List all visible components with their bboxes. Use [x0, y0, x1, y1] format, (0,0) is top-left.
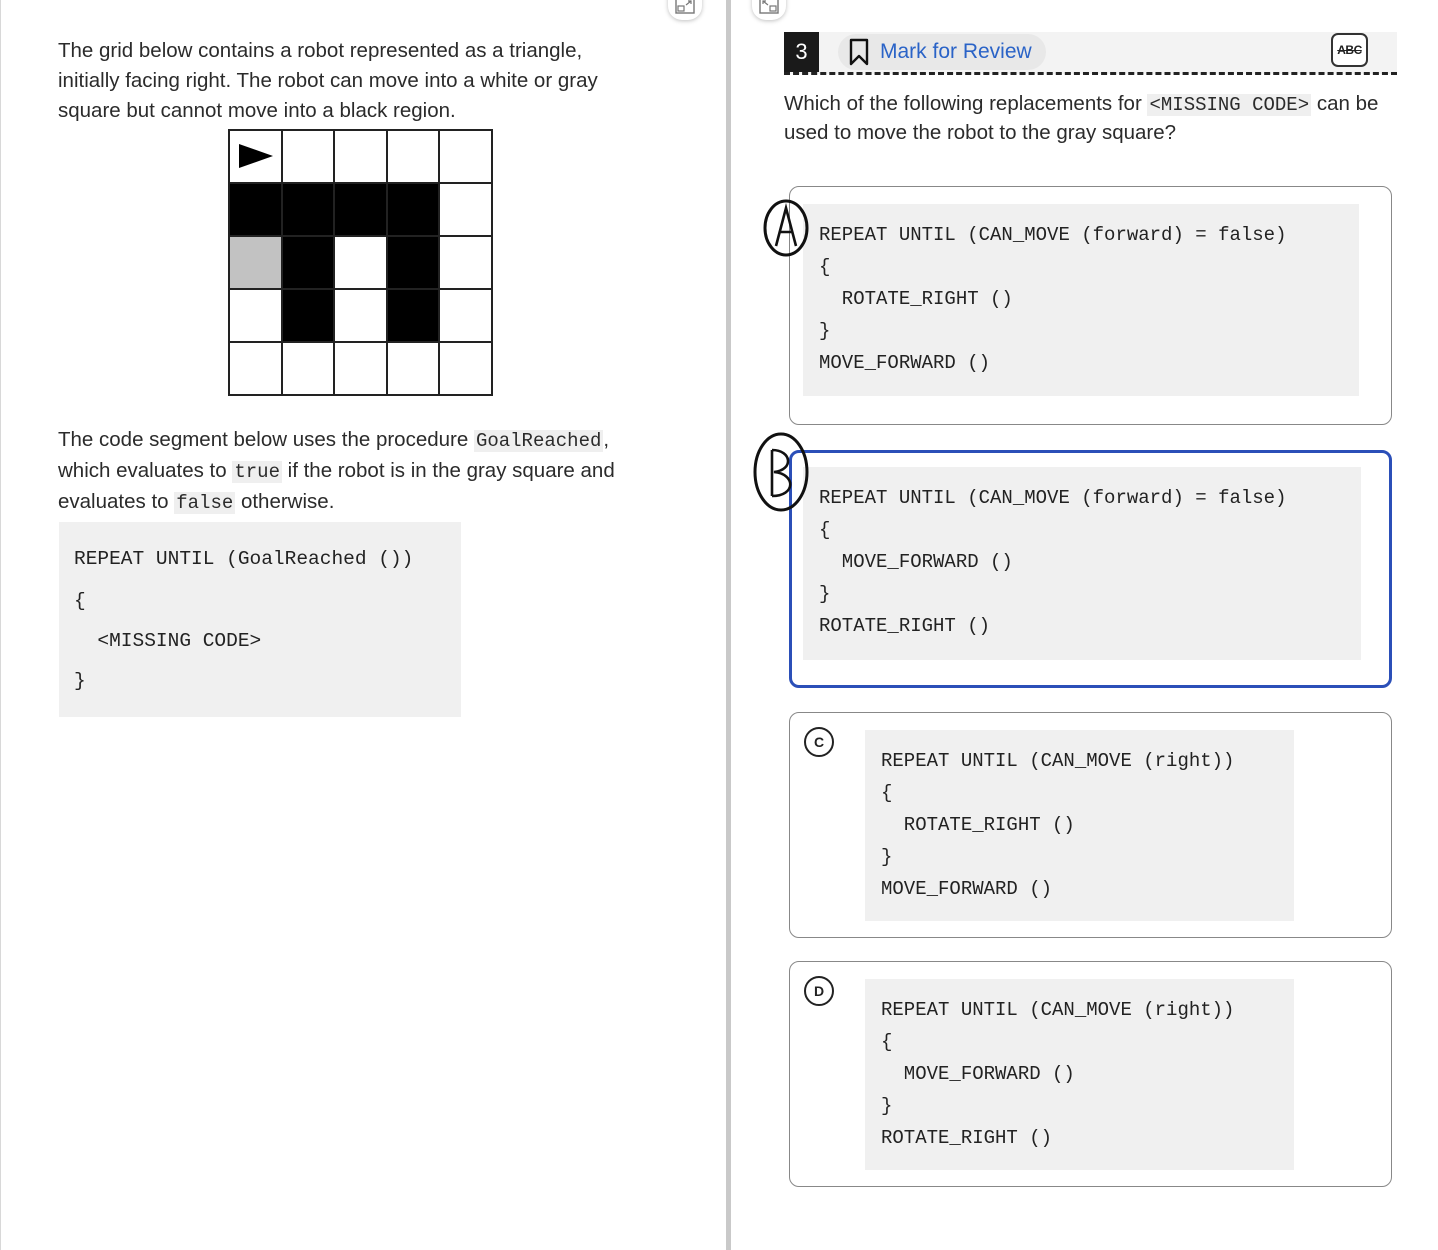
- grid-cell-white: [334, 289, 387, 342]
- code-description: [58, 425, 615, 518]
- choice-letter-d[interactable]: D: [804, 976, 834, 1006]
- grid-cell-white: [282, 342, 335, 395]
- grid-cell-black: [387, 183, 440, 236]
- answer-choice-c[interactable]: [789, 712, 1392, 938]
- code-description-line: [58, 425, 615, 456]
- desc-text: otherwise.: [235, 490, 335, 513]
- answer-choice-d[interactable]: [789, 961, 1392, 1187]
- mark-for-review-label: Mark for Review: [880, 40, 1032, 63]
- code-line: REPEAT UNTIL (GoalReached ()): [74, 548, 414, 570]
- code-line: REPEAT UNTIL (CAN_MOVE (forward) = false): [819, 224, 1287, 246]
- expand-icon: [675, 0, 695, 14]
- grid-cell-black: [282, 183, 335, 236]
- desc-text: ,: [603, 428, 610, 451]
- grid-cell-gray: [229, 236, 282, 289]
- grid-cell-white: [439, 130, 492, 183]
- grid-cell-black: [387, 236, 440, 289]
- grid-cell-black: [387, 289, 440, 342]
- grid-cell-white: [439, 236, 492, 289]
- code-line: {: [819, 256, 831, 278]
- bookmark-icon: [848, 38, 870, 66]
- choice-code-block: [803, 204, 1359, 396]
- code-line: {: [881, 782, 893, 804]
- passage-intro-line: square but cannot move into a black region.: [58, 99, 456, 122]
- choice-letter-b-handwritten[interactable]: [752, 430, 812, 519]
- robot-triangle-icon: [239, 144, 273, 168]
- question-number: 3: [784, 32, 819, 72]
- choice-letter-c[interactable]: C: [804, 727, 834, 757]
- question-text-part: Which of the following replacements for: [784, 92, 1148, 115]
- expand-icon: [759, 0, 779, 14]
- grid-cell-robot: [229, 130, 282, 183]
- desc-text: if the robot is in the gray square and: [281, 459, 615, 482]
- grid-cell-white: [334, 130, 387, 183]
- passage-intro: [58, 36, 598, 126]
- grid-cell-white: [229, 289, 282, 342]
- handwritten-circle-a-icon: [762, 198, 812, 260]
- passage-code-block: [59, 522, 461, 717]
- answer-eliminator-button[interactable]: [1331, 33, 1368, 67]
- choice-code-block: [865, 730, 1294, 921]
- grid-cell-white: [387, 130, 440, 183]
- code-line: REPEAT UNTIL (CAN_MOVE (right)): [881, 999, 1235, 1021]
- code-line: }: [819, 583, 831, 605]
- choice-code-block: [803, 467, 1361, 660]
- code-line: <MISSING CODE>: [74, 630, 262, 652]
- code-line: }: [74, 670, 86, 692]
- code-line: MOVE_FORWARD (): [881, 1063, 1075, 1085]
- code-line: MOVE_FORWARD (): [819, 352, 991, 374]
- robot-grid: [228, 129, 493, 396]
- code-line: REPEAT UNTIL (CAN_MOVE (forward) = false): [819, 487, 1287, 509]
- desc-text: evaluates to: [58, 490, 175, 513]
- code-line: REPEAT UNTIL (CAN_MOVE (right)): [881, 750, 1235, 772]
- handwritten-circle-b-icon: [752, 430, 812, 514]
- code-line: {: [74, 590, 86, 612]
- goalreached-code: GoalReached: [475, 430, 602, 452]
- passage-intro-line: The grid below contains a robot represented as a triangle,: [58, 39, 583, 62]
- question-text: [784, 90, 1404, 147]
- code-line: }: [881, 846, 893, 868]
- grid-cell-white: [439, 289, 492, 342]
- answer-choice-a[interactable]: [789, 186, 1392, 425]
- true-code: true: [234, 461, 280, 483]
- code-line: ROTATE_RIGHT (): [819, 615, 991, 637]
- grid-cell-white: [439, 342, 492, 395]
- code-line: {: [881, 1031, 893, 1053]
- code-line: }: [881, 1095, 893, 1117]
- desc-text: The code segment below uses the procedure: [58, 428, 474, 451]
- grid-cell-black: [229, 183, 282, 236]
- code-line: ROTATE_RIGHT (): [881, 1127, 1053, 1149]
- code-line: MOVE_FORWARD (): [819, 551, 1013, 573]
- missing-code-inline: <MISSING CODE>: [1149, 94, 1310, 116]
- code-description-line: [58, 456, 615, 487]
- header-divider: [784, 72, 1397, 75]
- grid-cell-white: [282, 130, 335, 183]
- code-line: {: [819, 519, 831, 541]
- grid-cell-black: [282, 289, 335, 342]
- choice-code-block: [865, 979, 1294, 1170]
- false-code: false: [176, 492, 234, 514]
- grid-cell-white: [439, 183, 492, 236]
- question-text-part: can be used to move the robot to the gray square?: [784, 92, 1379, 144]
- pane-divider[interactable]: [726, 0, 731, 1250]
- code-line: }: [819, 320, 831, 342]
- expand-question-button[interactable]: [752, 0, 786, 20]
- passage-intro-line: initially facing right. The robot can move into a white or gray: [58, 69, 598, 92]
- code-line: ROTATE_RIGHT (): [819, 288, 1013, 310]
- choice-letter-a-handwritten[interactable]: [762, 198, 812, 265]
- grid-cell-black: [334, 183, 387, 236]
- answer-choice-b[interactable]: [789, 450, 1392, 688]
- code-line: ROTATE_RIGHT (): [881, 814, 1075, 836]
- grid-cell-white: [334, 342, 387, 395]
- code-description-line: [58, 487, 615, 518]
- grid-cell-white: [229, 342, 282, 395]
- mark-for-review-button[interactable]: [838, 34, 1046, 70]
- grid-cell-black: [282, 236, 335, 289]
- grid-cell-white: [387, 342, 440, 395]
- desc-text: which evaluates to: [58, 459, 233, 482]
- abc-strike-icon: ABC: [1337, 43, 1362, 57]
- code-line: MOVE_FORWARD (): [881, 878, 1053, 900]
- grid-cell-white: [334, 236, 387, 289]
